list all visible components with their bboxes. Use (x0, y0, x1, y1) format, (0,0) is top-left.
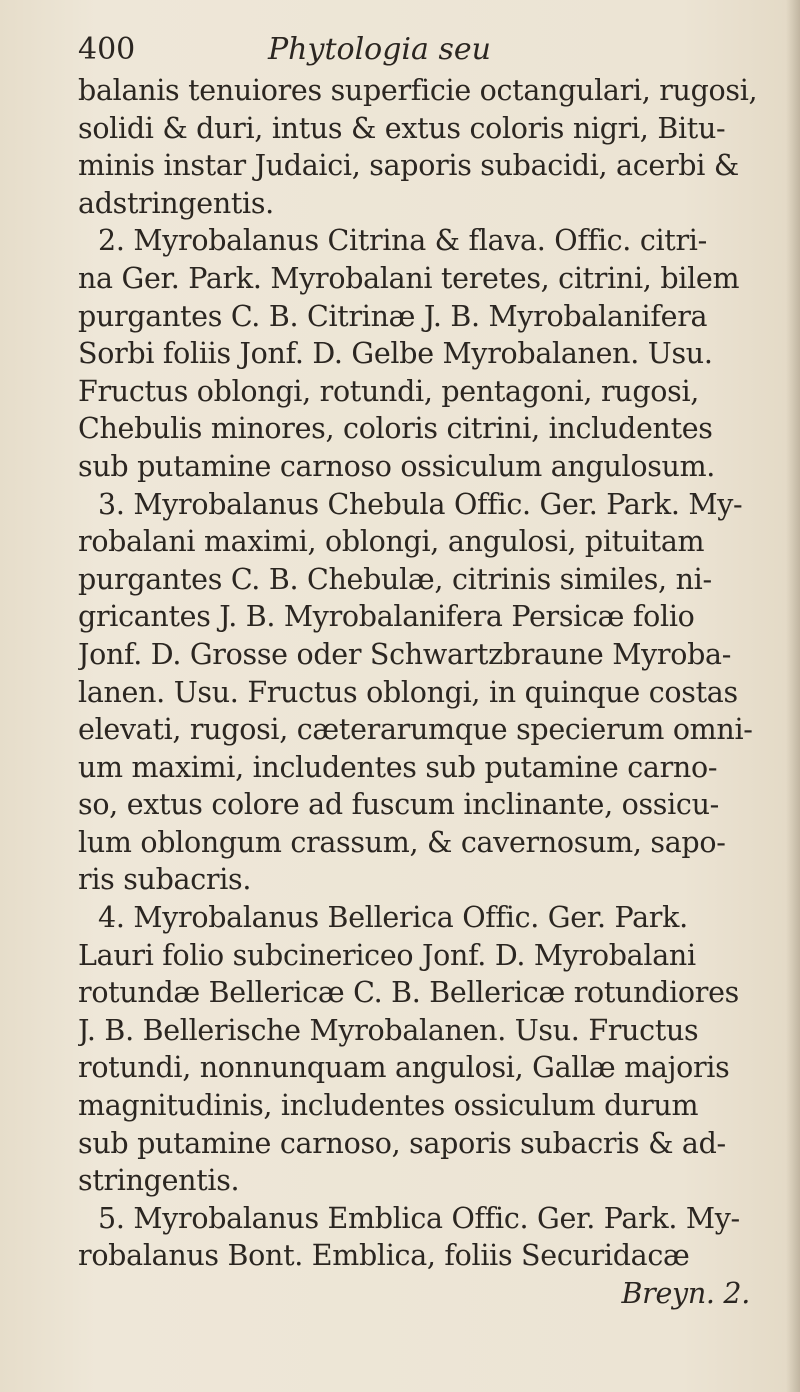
text-line: stringentis. (78, 1164, 240, 1198)
text-line: 5. Myrobalanus Emblica Offic. Ger. Park. My- (98, 1201, 740, 1235)
catchword: Breyn. 2. (621, 1277, 750, 1310)
text-line: sub putamine carnoso, saporis subacris & ad- (78, 1126, 726, 1160)
text-line: Lauri folio subcinericeo Jonf. D. Myrobalani (78, 938, 696, 972)
text-line: rotundæ Bellericæ C. B. Bellericæ rotundiores (78, 976, 739, 1010)
text-line: robalani maximi, oblongi, angulosi, pituitam (78, 525, 705, 559)
page-number: 400 (78, 32, 136, 67)
text-line: J. B. Bellerische Myrobalanen. Usu. Fructus (78, 1013, 699, 1047)
text-line: adstringentis. (78, 186, 274, 220)
page-header (78, 32, 790, 72)
text-line: na Ger. Park. Myrobalani teretes, citrini, bilem (78, 261, 740, 295)
text-line: magnitudinis, includentes ossiculum durum (78, 1089, 699, 1123)
running-title: Phytologia seu (268, 32, 491, 67)
text-line: Fructus oblongi, rotundi, pentagoni, rugosi, (78, 374, 700, 408)
text-line: rotundi, nonnunquam angulosi, Gallæ majoris (78, 1051, 730, 1085)
text-line: elevati, rugosi, cæterarumque specierum omni- (78, 713, 753, 747)
text-line: 4. Myrobalanus Bellerica Offic. Ger. Park. (98, 901, 688, 935)
text-line: robalanus Bont. Emblica, foliis Securidacæ (78, 1239, 690, 1273)
text-line: Sorbi foliis Jonf. D. Gelbe Myrobalanen. Usu. (78, 337, 713, 371)
text-line: lum oblongum crassum, & cavernosum, sapo- (78, 825, 726, 859)
text-line: ris subacris. (78, 863, 252, 897)
text-line: solidi & duri, intus & extus coloris nigri, Bitu- (78, 111, 726, 145)
text-line: balanis tenuiores superficie octangulari, rugosi, (78, 74, 758, 107)
text-line: 3. Myrobalanus Chebula Offic. Ger. Park. My- (98, 487, 743, 521)
text-line: purgantes C. B. Chebulæ, citrinis similes, ni- (78, 562, 712, 596)
text-line: Jonf. D. Grosse oder Schwartzbraune Myroba- (78, 637, 732, 671)
text-line: so, extus colore ad fuscum inclinante, ossicu- (78, 788, 719, 822)
text-line: sub putamine carnoso ossiculum angulosum. (78, 449, 716, 483)
text-line: gricantes J. B. Myrobalanifera Persicæ folio (78, 600, 695, 634)
text-line: Chebulis minores, coloris citrini, includentes (78, 412, 713, 446)
text-line: um maximi, includentes sub putamine carno- (78, 750, 718, 784)
text-line: lanen. Usu. Fructus oblongi, in quinque costas (78, 675, 738, 709)
body-text (78, 72, 790, 1275)
text-line: minis instar Judaici, saporis subacidi, acerbi & (78, 149, 739, 183)
text-line: 2. Myrobalanus Citrina & flava. Offic. citri- (98, 224, 707, 258)
page-edge-shadow (786, 0, 800, 1392)
text-line: purgantes C. B. Citrinæ J. B. Myrobalanifera (78, 299, 708, 333)
